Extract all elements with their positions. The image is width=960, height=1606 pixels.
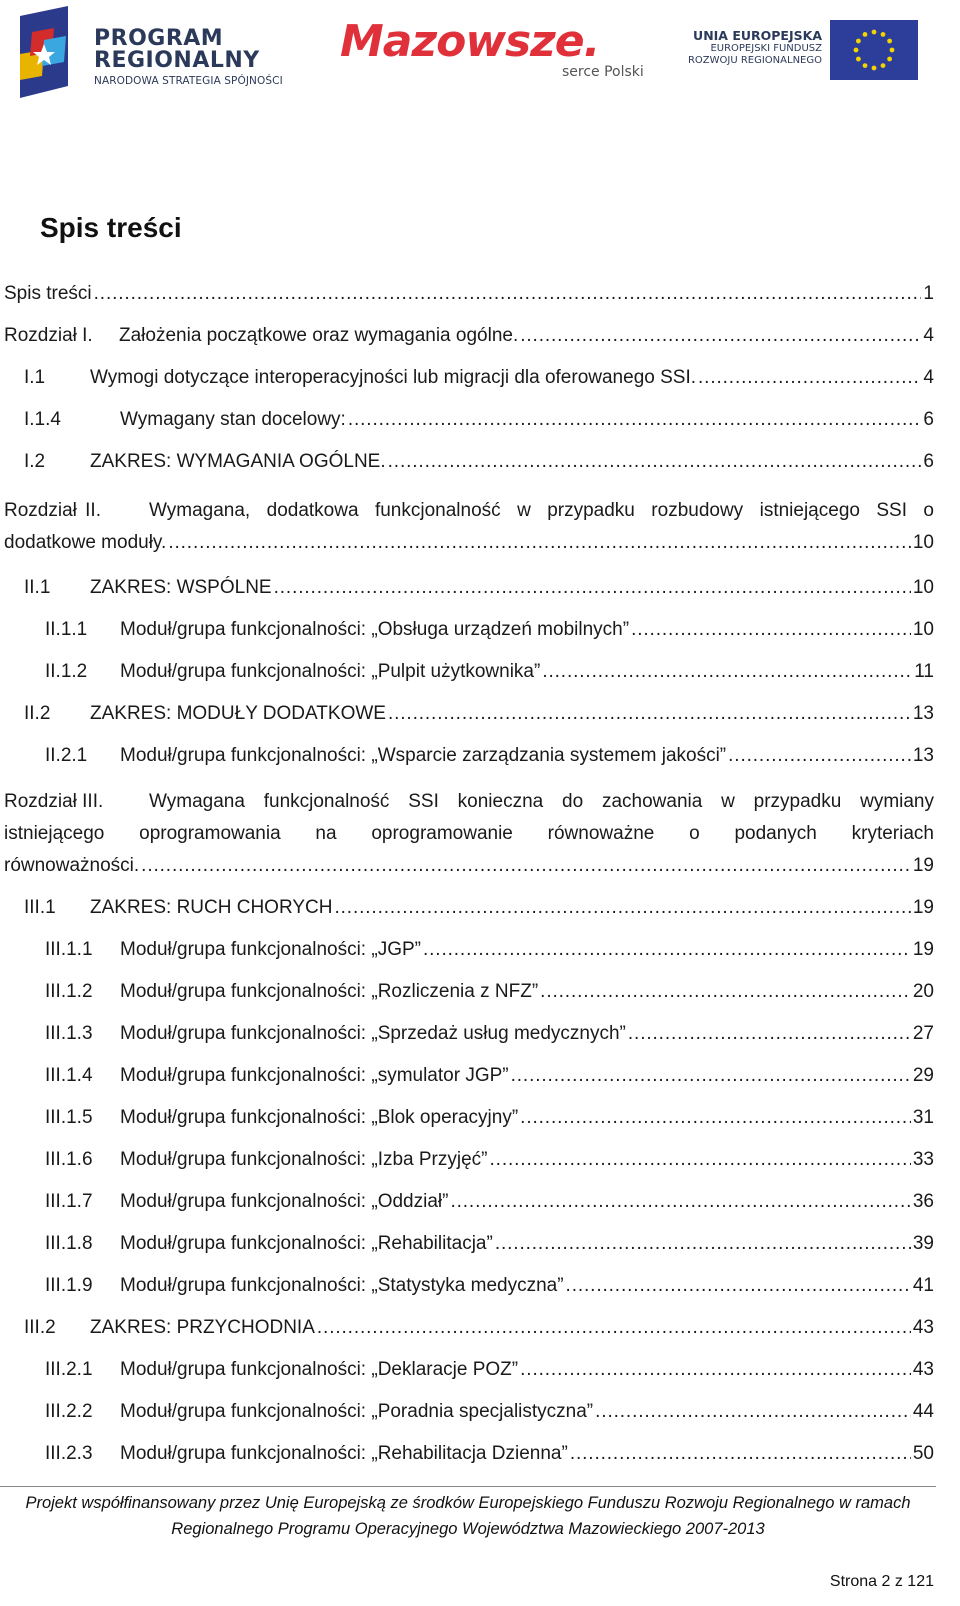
page-number: Strona 2 z 121 bbox=[829, 1573, 934, 1590]
toc-entry[interactable] bbox=[4, 616, 934, 658]
toc-leader bbox=[388, 700, 911, 728]
toc-entry-number: III.1.5 bbox=[45, 1107, 93, 1128]
footer-line2: Regionalnego Programu Operacyjnego Województwa Mazowieckiego 2007-2013 bbox=[171, 1520, 765, 1538]
toc-leader bbox=[334, 894, 910, 922]
toc-entry-title: Moduł/grupa funkcjonalności: „Deklaracje POZ” bbox=[120, 1359, 519, 1380]
toc-leader bbox=[490, 1146, 911, 1174]
toc-entry-title: Moduł/grupa funkcjonalności: „JGP” bbox=[120, 939, 421, 960]
toc-entry-number: II.1.2 bbox=[45, 661, 88, 682]
toc-entry-title-cont: dodatkowe moduły. bbox=[4, 532, 167, 553]
toc-entry-title: Wymagana, dodatkowa funkcjonalność w przypadku rozbudowy istniejącego SSI o bbox=[149, 500, 934, 521]
toc-leader bbox=[595, 1398, 911, 1426]
toc-entry[interactable] bbox=[4, 322, 934, 364]
toc-entry-number: III.1.6 bbox=[45, 1149, 93, 1170]
toc-entry-title: Wymagany stan docelowy: bbox=[120, 409, 346, 430]
toc-entry-page: 43 bbox=[912, 1359, 934, 1380]
toc-leader bbox=[698, 364, 921, 392]
mazowsze-wordmark: Mazowsze. bbox=[340, 16, 600, 67]
toc-entry[interactable] bbox=[4, 894, 934, 936]
eu-logo-line2: EUROPEJSKI FUNDUSZ bbox=[710, 43, 822, 54]
mazowsze-tagline: serce Polski bbox=[562, 64, 644, 80]
toc-leader bbox=[540, 978, 911, 1006]
toc-entry-page: 10 bbox=[912, 577, 934, 598]
toc-entry[interactable] bbox=[4, 1398, 934, 1440]
toc-entry[interactable] bbox=[4, 1020, 934, 1062]
toc-entry-title: Moduł/grupa funkcjonalności: „Oddział” bbox=[120, 1191, 449, 1212]
toc-entry[interactable] bbox=[4, 364, 934, 406]
toc-leader bbox=[495, 1230, 911, 1258]
toc-entry[interactable] bbox=[4, 700, 934, 742]
toc-entry-page: 4 bbox=[923, 325, 934, 346]
toc-entry-page: 19 bbox=[912, 939, 934, 960]
toc-entry-title: Moduł/grupa funkcjonalności: „Wsparcie zarządzania systemem jakości” bbox=[120, 745, 727, 766]
toc-entry-number: III.1.7 bbox=[45, 1191, 93, 1212]
toc-entry-page: 4 bbox=[923, 367, 934, 388]
toc-heading: Spis treści bbox=[40, 212, 182, 243]
toc-entry-page: 10 bbox=[912, 619, 934, 640]
toc-entry-title: Moduł/grupa funkcjonalności: „Sprzedaż usług medycznych” bbox=[120, 1023, 626, 1044]
toc-entry-title: ZAKRES: WSPÓLNE bbox=[90, 577, 272, 598]
toc-leader bbox=[520, 1104, 911, 1132]
toc-leader bbox=[388, 448, 922, 476]
toc-entry-number: I.2 bbox=[24, 451, 46, 472]
toc-entry-page: 41 bbox=[912, 1275, 934, 1296]
toc-entry-page: 6 bbox=[923, 451, 934, 472]
toc-entry[interactable] bbox=[4, 1062, 934, 1104]
eu-flag-icon bbox=[830, 20, 918, 80]
toc-entry[interactable] bbox=[4, 1230, 934, 1272]
toc-entry-title: Moduł/grupa funkcjonalności: „symulator JGP” bbox=[120, 1065, 509, 1086]
eu-logo-line3: ROZWOJU REGIONALNEGO bbox=[687, 55, 822, 66]
header-logos bbox=[0, 0, 960, 110]
toc-leader bbox=[566, 1272, 911, 1300]
toc-entry-page: 39 bbox=[912, 1233, 934, 1254]
toc-entry-title: Moduł/grupa funkcjonalności: „Izba Przyjęć” bbox=[120, 1149, 488, 1170]
program-regionalny-emblem-icon bbox=[14, 6, 88, 98]
toc-entry-number: I.1.4 bbox=[24, 409, 61, 430]
toc-entry-number: III.1.1 bbox=[45, 939, 93, 960]
footer-funding-note bbox=[0, 1490, 936, 1542]
toc-entry-title-cont: istniejącego oprogramowania na oprogramowanie równoważne o podanych kryteriach bbox=[4, 823, 934, 844]
toc-entry-title: ZAKRES: WYMAGANIA OGÓLNE. bbox=[90, 451, 386, 472]
toc-entry-number: III.1.3 bbox=[45, 1023, 93, 1044]
toc-entry-title: Założenia początkowe oraz wymagania ogólne. bbox=[119, 325, 519, 346]
footer-line1: Projekt współfinansowany przez Unię Europejską ze środków Europejskiego Funduszu Rozwoju Regionalnego w ramach bbox=[25, 1494, 911, 1512]
toc-entry-number: III.2.2 bbox=[45, 1401, 93, 1422]
toc-leader bbox=[317, 1314, 911, 1342]
toc-entry-number: I.1 bbox=[24, 367, 46, 388]
toc-entry-title: ZAKRES: RUCH CHORYCH bbox=[90, 897, 333, 918]
toc-entry-page: 10 bbox=[912, 532, 934, 553]
toc-entry-title: ZAKRES: MODUŁY DODATKOWE bbox=[90, 703, 386, 724]
toc-entry[interactable] bbox=[4, 936, 934, 978]
toc-entry-page: 19 bbox=[912, 855, 934, 876]
toc-entry-title: Moduł/grupa funkcjonalności: „Rehabilitacja” bbox=[120, 1233, 493, 1254]
toc-entry[interactable] bbox=[4, 658, 934, 700]
toc-entry-title: Moduł/grupa funkcjonalności: „Rozliczenia z NFZ” bbox=[120, 981, 539, 1002]
toc-entry[interactable] bbox=[4, 1104, 934, 1146]
eu-logo bbox=[670, 20, 930, 84]
toc-entry[interactable] bbox=[4, 280, 934, 322]
toc-entry-number: II.2 bbox=[24, 703, 51, 724]
toc-leader bbox=[628, 1020, 911, 1048]
toc-entry[interactable] bbox=[4, 1440, 934, 1482]
toc-entry[interactable] bbox=[4, 574, 934, 616]
toc-entry[interactable] bbox=[4, 784, 934, 894]
program-logo-line1: PROGRAM bbox=[94, 26, 224, 51]
toc-entry-number: III.2.3 bbox=[45, 1443, 93, 1464]
toc-entry-page: 36 bbox=[912, 1191, 934, 1212]
toc-entry-title: Moduł/grupa funkcjonalności: „Statystyka medyczna” bbox=[120, 1275, 564, 1296]
toc-leader bbox=[274, 574, 911, 602]
toc-entry[interactable] bbox=[4, 978, 934, 1020]
mazowsze-logo bbox=[340, 18, 650, 88]
toc-entry-number: II.1 bbox=[24, 577, 51, 598]
toc-leader bbox=[141, 850, 911, 882]
toc-leader bbox=[348, 406, 922, 434]
toc-leader bbox=[631, 616, 911, 644]
toc-entry-page: 19 bbox=[912, 897, 934, 918]
toc-entry[interactable] bbox=[4, 490, 934, 574]
toc-entry-number: III.2.1 bbox=[45, 1359, 93, 1380]
toc-leader bbox=[728, 742, 911, 770]
toc-entry-page: 1 bbox=[923, 283, 934, 304]
toc-leader bbox=[520, 322, 921, 350]
toc-entry-title: Moduł/grupa funkcjonalności: „Poradnia specjalistyczna” bbox=[120, 1401, 594, 1422]
toc-entry-number: Rozdział III. bbox=[4, 791, 104, 812]
toc-entry-title: Moduł/grupa funkcjonalności: „Pulpit użytkownika” bbox=[120, 661, 541, 682]
toc-entry-number: II.1.1 bbox=[45, 619, 88, 640]
toc-entry-page: 13 bbox=[912, 745, 934, 766]
toc-entry-number: III.1.8 bbox=[45, 1233, 93, 1254]
toc-entry-title: Wymogi dotyczące interoperacyjności lub migracji dla oferowanego SSI. bbox=[90, 367, 697, 388]
toc-entry-number: II.2.1 bbox=[45, 745, 88, 766]
program-logo-line2: REGIONALNY bbox=[94, 48, 260, 73]
toc-entry-title: Spis treści bbox=[4, 283, 92, 304]
toc-entry-page: 31 bbox=[912, 1107, 934, 1128]
toc-entry[interactable] bbox=[4, 1272, 934, 1314]
table-of-contents bbox=[4, 280, 934, 1482]
program-logo-line3: NARODOWA STRATEGIA SPÓJNOŚCI bbox=[94, 75, 283, 87]
toc-entry-number: Rozdział I. bbox=[4, 325, 93, 346]
toc-entry-title: Wymagana funkcjonalność SSI konieczna do zachowania w przypadku wymiany bbox=[149, 791, 934, 812]
toc-entry[interactable] bbox=[4, 406, 934, 448]
toc-entry-title: Moduł/grupa funkcjonalności: „Obsługa urządzeń mobilnych” bbox=[120, 619, 630, 640]
toc-entry-number: Rozdział II. bbox=[4, 500, 101, 521]
toc-leader bbox=[542, 658, 912, 686]
toc-leader bbox=[520, 1356, 911, 1384]
toc-entry-page: 44 bbox=[912, 1401, 934, 1422]
toc-entry-page: 50 bbox=[912, 1443, 934, 1464]
toc-entry[interactable] bbox=[4, 1188, 934, 1230]
toc-entry[interactable] bbox=[4, 742, 934, 784]
toc-entry-page: 13 bbox=[912, 703, 934, 724]
toc-entry-page: 43 bbox=[912, 1317, 934, 1338]
toc-entry-page: 6 bbox=[923, 409, 934, 430]
toc-entry-title: Moduł/grupa funkcjonalności: „Rehabilitacja Dzienna” bbox=[120, 1443, 568, 1464]
toc-entry[interactable] bbox=[4, 1356, 934, 1398]
toc-entry[interactable] bbox=[4, 448, 934, 490]
toc-entry-page: 20 bbox=[912, 981, 934, 1002]
toc-entry-title: Moduł/grupa funkcjonalności: „Blok operacyjny” bbox=[120, 1107, 519, 1128]
toc-entry-title-cont: równoważności. bbox=[4, 855, 140, 876]
toc-entry-page: 11 bbox=[914, 661, 934, 682]
toc-entry[interactable] bbox=[4, 1146, 934, 1188]
eu-logo-line1: UNIA EUROPEJSKA bbox=[693, 28, 822, 43]
toc-leader bbox=[511, 1062, 911, 1090]
toc-entry-number: III.1.9 bbox=[45, 1275, 93, 1296]
toc-entry-title: ZAKRES: PRZYCHODNIA bbox=[90, 1317, 315, 1338]
toc-entry-page: 29 bbox=[912, 1065, 934, 1086]
toc-leader bbox=[168, 527, 911, 559]
toc-entry-page: 27 bbox=[912, 1023, 934, 1044]
toc-entry-page: 33 bbox=[912, 1149, 934, 1170]
toc-entry[interactable] bbox=[4, 1314, 934, 1356]
toc-entry-number: III.1.2 bbox=[45, 981, 93, 1002]
footer-divider bbox=[0, 1486, 936, 1487]
toc-entry-number: III.1.4 bbox=[45, 1065, 93, 1086]
toc-leader bbox=[570, 1440, 911, 1468]
toc-leader bbox=[450, 1188, 910, 1216]
toc-leader bbox=[423, 936, 911, 964]
toc-entry-number: III.1 bbox=[24, 897, 56, 918]
toc-entry-number: III.2 bbox=[24, 1317, 56, 1338]
toc-leader bbox=[94, 280, 922, 308]
program-regionalny-logo bbox=[14, 6, 304, 98]
